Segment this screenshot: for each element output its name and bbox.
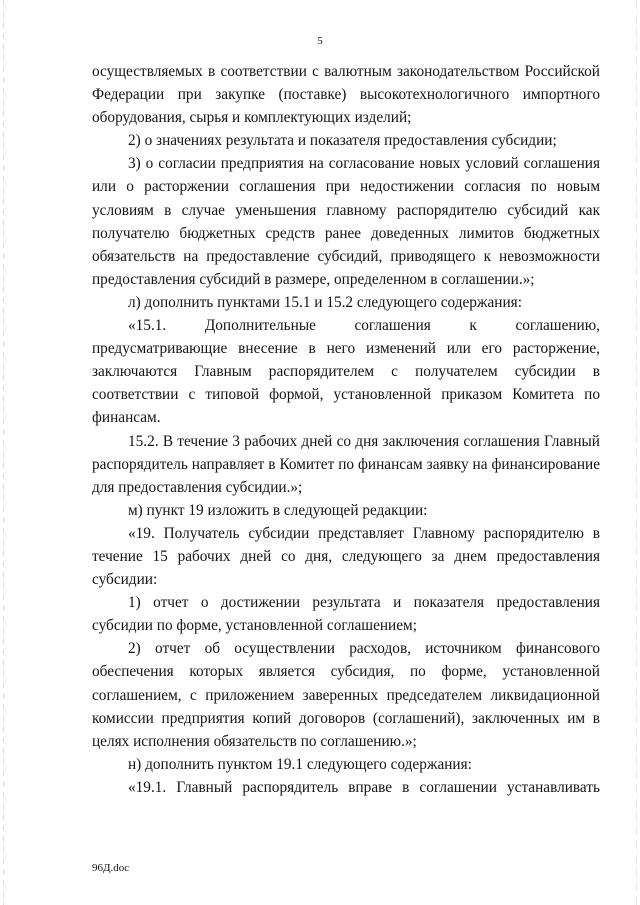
footer-filename: 96Д.doc [92, 862, 130, 874]
paragraph-15-1: «15.1. Дополнительные соглашения к соглашению, предусматривающие внесение в него изменений или его расторжение, заключаются Главным распорядителем с получателем субсидии в соответствии с типовой формой, установленной приказом Комитета по финансам. [92, 317, 600, 427]
paragraph-item-2: 2) о значениях результата и показателя предоставления субсидии; [128, 132, 557, 150]
paragraph-19: «19. Получатель субсидии представляет Главному распорядителю в течение 15 рабочих дней со дня, следующего за днем предоставления субсидии: [92, 524, 600, 589]
paragraph-19-item-2: 2) отчет об осуществлении расходов, источником финансового обеспечения которых является субсидия, по форме, установленной соглашением, с приложением заверенных председателем ликвидационной комиссии предприятия копий договоров (соглашений), заключенных им в целях исполнения обязательств по соглашению.»; [92, 640, 600, 750]
page-number: 5 [317, 35, 323, 47]
scan-edge-right [636, 0, 637, 905]
paragraph-item-3: 3) о согласии предприятия на согласование новых условий соглашения или о расторжении соглашения при недостижении согласия по новым условиям в случае уменьшения главному распорядителю субсидий как получателю бюджетных средств ранее доведенных лимитов бюджетных обязательств на предоставление субсидий, приводящего к невозможности предоставления субсидий в размере, определенном в соглашении.»; [92, 155, 600, 288]
paragraph-19-1: «19.1. Главный распорядитель вправе в соглашении устанавливать [128, 778, 600, 796]
paragraph-continuation: осуществляемых в соответствии с валютным законодательством Российской Федерации при закупке (поставке) высокотехнологичного импортного оборудования, сырья и комплектующих изделий; [92, 63, 600, 127]
paragraph-15-2: 15.2. В течение 3 рабочих дней со дня заключения соглашения Главный распорядитель направляет в Комитет по финансам заявку на финансирование для предоставления субсидии.»; [92, 432, 600, 496]
paragraph-amend-n: н) дополнить пунктом 19.1 следующего содержания: [128, 755, 472, 773]
paragraph-amend-m: м) пункт 19 изложить в следующей редакции: [128, 501, 428, 519]
paragraph-19-item-1: 1) отчет о достижении результата и показателя предоставления субсидии по форме, установленной соглашением; [92, 594, 600, 635]
paragraph-amend-l: л) дополнить пунктами 15.1 и 15.2 следующего содержания: [128, 293, 522, 311]
scan-edge-left [3, 0, 4, 905]
document-body [92, 60, 600, 799]
